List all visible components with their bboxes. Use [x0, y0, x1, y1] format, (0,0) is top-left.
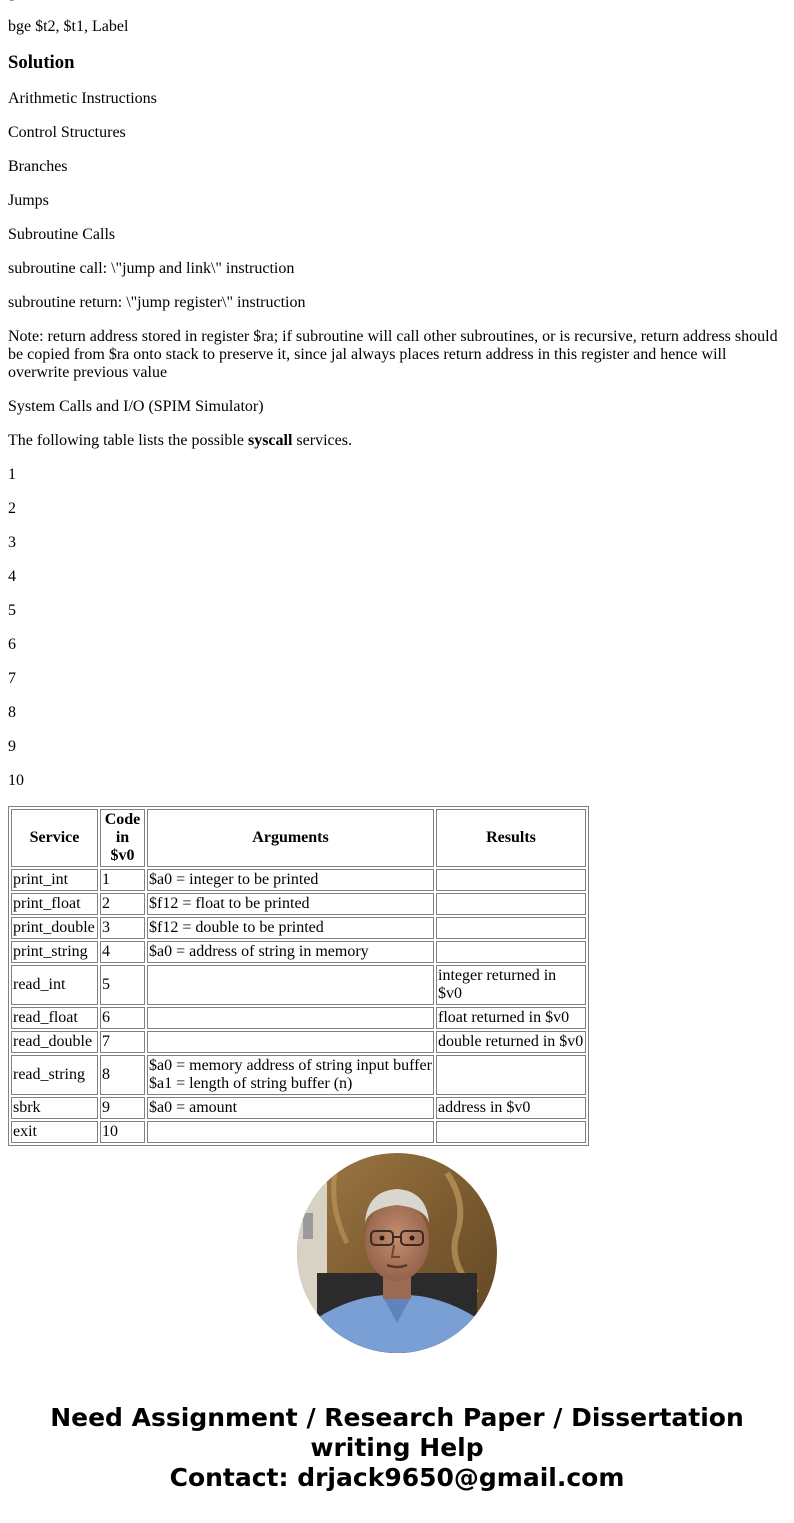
cell-arguments [147, 965, 434, 1005]
table-intro-pre: The following table lists the possible [8, 432, 248, 449]
cell-service: print_string [11, 941, 98, 963]
cell-service: sbrk [11, 1097, 98, 1119]
header-code-line2: in $v0 [110, 829, 135, 864]
cell-results: double returned in $v0 [436, 1031, 586, 1053]
table-row [11, 1055, 586, 1095]
author-avatar [297, 1153, 497, 1353]
table-row [11, 1097, 586, 1119]
cell-results [436, 1055, 586, 1095]
cell-code: 9 [100, 1097, 145, 1119]
cell-results [436, 893, 586, 915]
cell-arguments: $a0 = address of string in memory [147, 941, 434, 963]
cell-results [436, 869, 586, 891]
number-line: 2 [8, 500, 16, 517]
cell-service: print_int [11, 869, 98, 891]
table-row [11, 917, 586, 939]
cell-service: exit [11, 1121, 98, 1143]
topic-control-structures: Control Structures [8, 124, 126, 141]
promo-line-1: Need Assignment / Research Paper / Dissertation [50, 1403, 744, 1432]
return-address-note: Note: return address stored in register $ra; if subroutine will call other subroutines, or is recursive, return address should be copied from $ra onto stack to preserve it, since jal always places return address in this register and hence will overwrite previous value [8, 328, 778, 381]
author-photo-illustration [297, 1153, 497, 1353]
header-code-line1: Code [104, 811, 141, 828]
number-line: 7 [8, 670, 16, 687]
header-results: Results [436, 809, 586, 867]
syscall-table [8, 806, 589, 1146]
number-line: 5 [8, 602, 16, 619]
cell-code: 7 [100, 1031, 145, 1053]
table-row [11, 965, 586, 1005]
cell-arguments-line1: $a0 = memory address of string input buffer [149, 1057, 432, 1074]
cell-arguments [147, 1007, 434, 1029]
header-code [100, 809, 145, 867]
subroutine-call-line: subroutine call: \"jump and link\" instruction [8, 260, 295, 277]
cell-results [436, 941, 586, 963]
header-arguments: Arguments [147, 809, 434, 867]
table-row [11, 869, 586, 891]
table-intro [8, 432, 786, 450]
table-row [11, 1121, 586, 1143]
cell-arguments [147, 1121, 434, 1143]
topic-jumps: Jumps [8, 192, 49, 209]
subroutine-return-line: subroutine return: \"jump register\" instruction [8, 294, 306, 311]
cell-code: 8 [100, 1055, 145, 1095]
cell-results [436, 1121, 586, 1143]
solution-heading: Solution [8, 52, 75, 73]
number-line: 9 [8, 738, 16, 755]
cell-service: read_float [11, 1007, 98, 1029]
cell-code: 1 [100, 869, 145, 891]
cut-off-line [8, 0, 786, 2]
cell-results: float returned in $v0 [436, 1007, 586, 1029]
table-intro-post: services. [292, 432, 352, 449]
promo-banner [0, 1403, 794, 1493]
cell-service: print_float [11, 893, 98, 915]
table-row [11, 1007, 586, 1029]
table-header-row [11, 809, 586, 867]
cell-arguments [147, 1031, 434, 1053]
cell-service: read_int [11, 965, 98, 1005]
document-body [8, 0, 786, 1146]
table-intro-syscall: syscall [247, 432, 293, 449]
cell-results: integer returned in $v0 [436, 965, 586, 1005]
topic-system-calls: System Calls and I/O (SPIM Simulator) [8, 398, 264, 415]
cell-service: read_double [11, 1031, 98, 1053]
number-line: 4 [8, 568, 16, 585]
header-service: Service [11, 809, 98, 867]
topic-subroutine-calls: Subroutine Calls [8, 226, 116, 243]
number-line: 1 [8, 466, 16, 483]
topic-branches: Branches [8, 158, 68, 175]
number-line: 8 [8, 704, 16, 721]
cell-results: address in $v0 [436, 1097, 586, 1119]
cell-code: 2 [100, 893, 145, 915]
cell-arguments: $f12 = float to be printed [147, 893, 434, 915]
cell-arguments: $a0 = integer to be printed [147, 869, 434, 891]
cell-results [436, 917, 586, 939]
cell-code: 10 [100, 1121, 145, 1143]
table-row [11, 1031, 586, 1053]
cell-code: 3 [100, 917, 145, 939]
table-row [11, 893, 586, 915]
cell-code: 4 [100, 941, 145, 963]
number-line: 3 [8, 534, 16, 551]
promo-contact-line: Contact: drjack9650@gmail.com [169, 1463, 625, 1492]
cell-arguments: $a0 = amount [147, 1097, 434, 1119]
table-row [11, 941, 586, 963]
number-line: 10 [8, 772, 24, 789]
number-line: 6 [8, 636, 16, 653]
bge-instruction: bge $t2, $t1, Label [8, 18, 129, 35]
cell-code: 6 [100, 1007, 145, 1029]
cell-service: read_string [11, 1055, 98, 1095]
cell-arguments-line2: $a1 = length of string buffer (n) [149, 1075, 353, 1092]
cell-arguments: $f12 = double to be printed [147, 917, 434, 939]
cell-code: 5 [100, 965, 145, 1005]
cell-arguments [147, 1055, 434, 1095]
topic-arithmetic: Arithmetic Instructions [8, 90, 157, 107]
promo-line-2: writing Help [310, 1433, 484, 1462]
cell-service: print_double [11, 917, 98, 939]
